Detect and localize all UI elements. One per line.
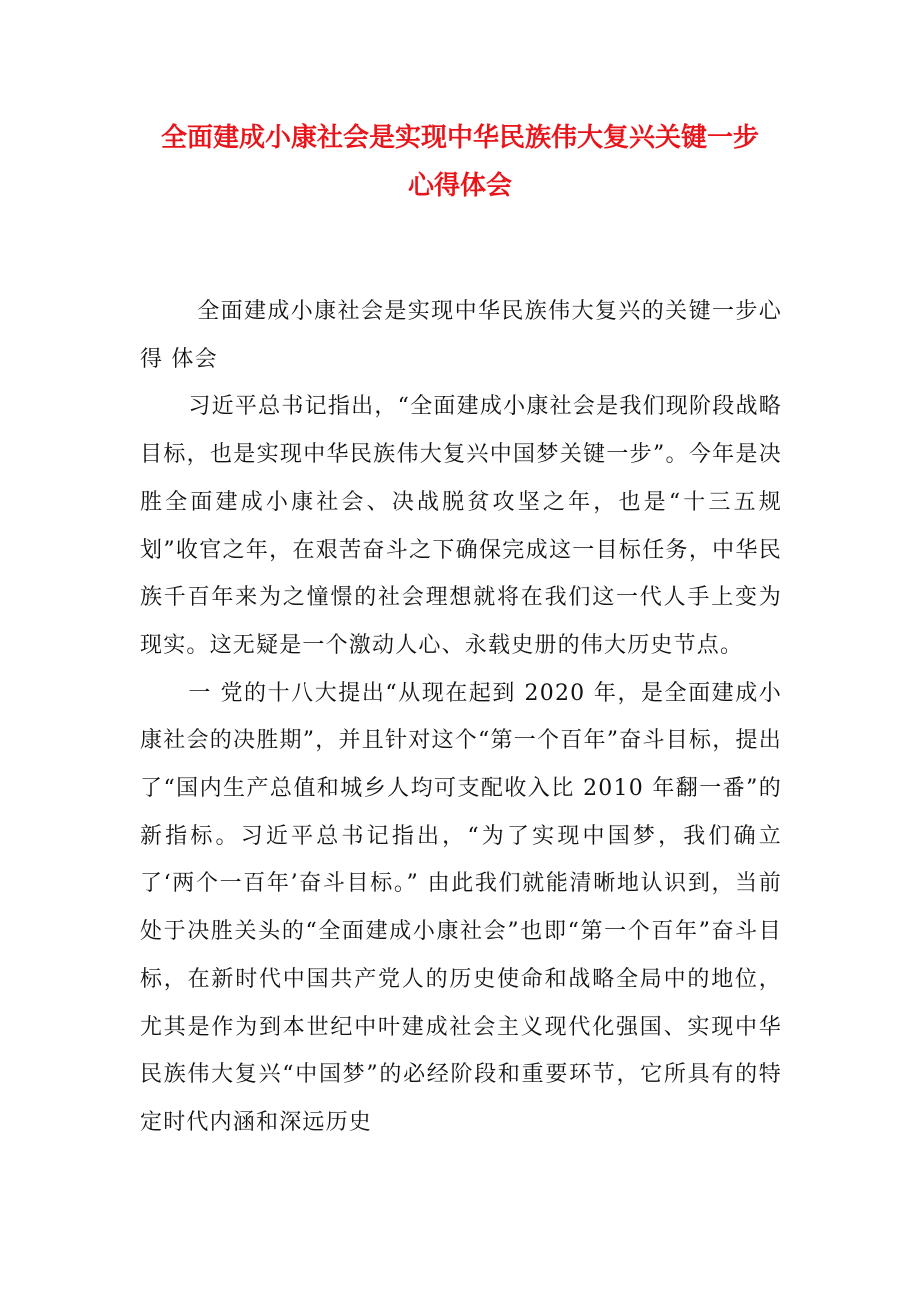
subtitle-paragraph: 全面建成小康社会是实现中华民族伟大复兴的关键一步心得 体会 bbox=[140, 299, 782, 372]
title-line-1: 全面建成小康社会是实现中华民族伟大复兴关键一步 bbox=[160, 123, 759, 153]
document-body bbox=[140, 288, 782, 1147]
body-paragraph-1: 习近平总书记指出，“全面建成小康社会是我们现阶段战略目标，也是实现中华民族伟大复兴中国梦关键一步”。今年是决胜全面建成小康社会、决战脱贫攻坚之年，也是“十三五规划”收官之年，在艰苦奋斗之下确保完成这一目标任务，中华民族千百年来为之憧憬的社会理想就将在我们这一代人手上变为现实。这无疑是一个激动人心、永载史册的伟大历史节点。 bbox=[140, 394, 782, 658]
document-title bbox=[120, 114, 800, 210]
body-paragraph-2: 一 党的十八大提出“从现在起到 2020 年，是全面建成小康社会的决胜期”，并且针对这个“第一个百年”奋斗目标，提出了“国内生产总值和城乡人均可支配收入比 2010 年翻一番”的新指标。习近平总书记指出，“为了实现中国梦，我们确立了‘两个一百年’奋斗目标。” 由此我们就能清晰地认识到，当前处于决胜关头的“全面建成小康社会”也即“第一个百年”奋斗目标，在新时代中国共产党人的历史使命和战略全局中的地位，尤其是作为到本世纪中叶建成社会主义现代化强国、实现中华民族伟大复兴“中国梦”的必经阶段和重要环节，它所具有的特定时代内涵和深远历史 bbox=[140, 680, 782, 1135]
title-line-2: 心得体会 bbox=[407, 171, 512, 201]
